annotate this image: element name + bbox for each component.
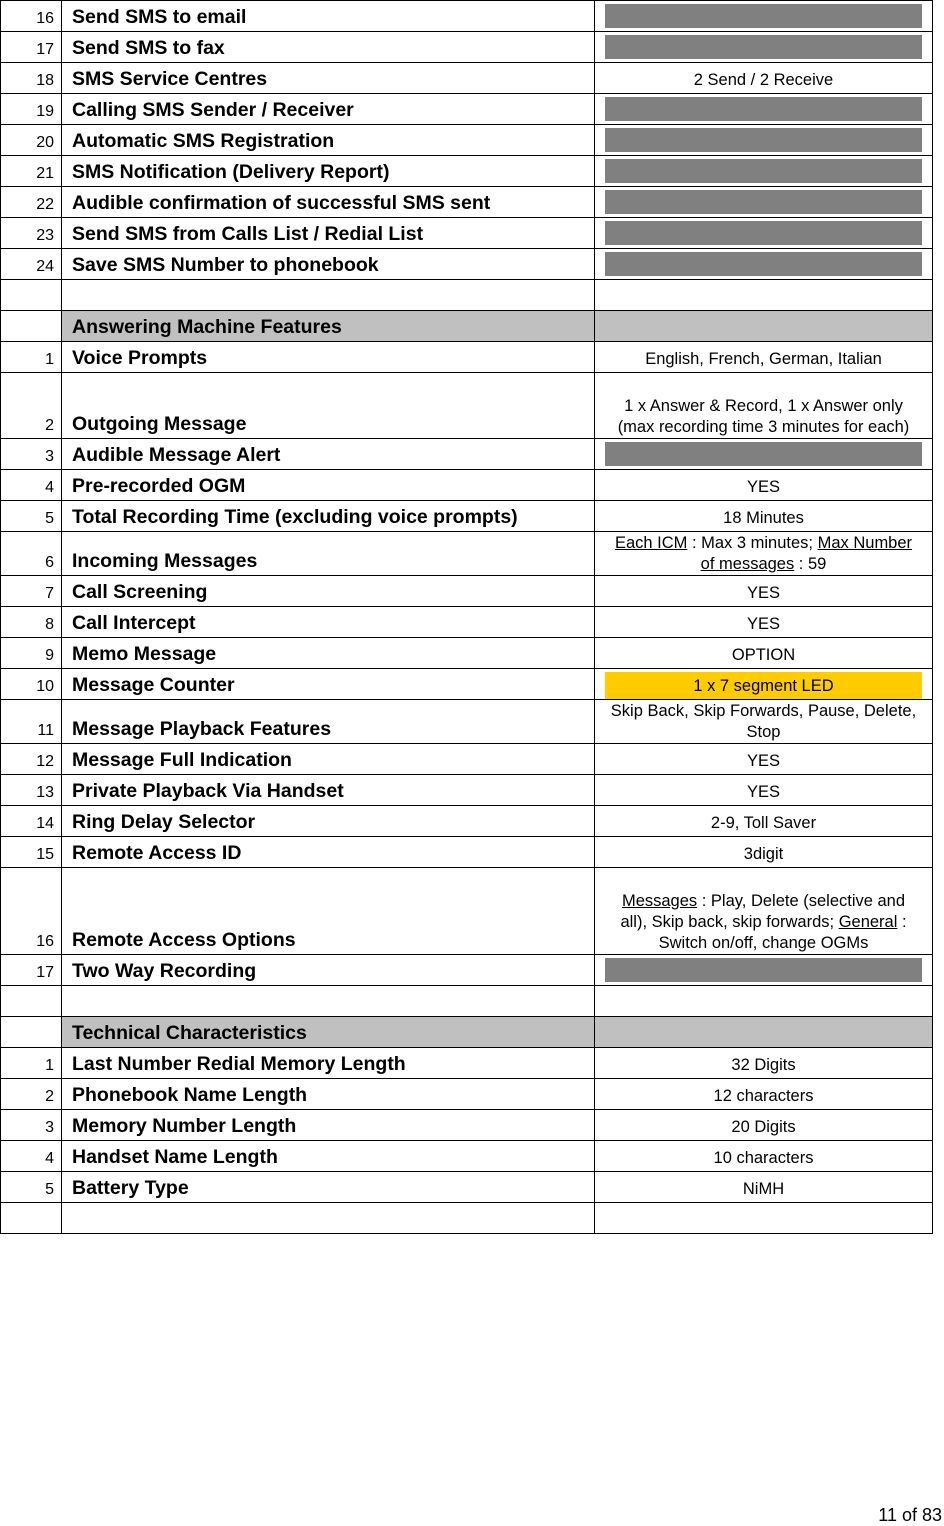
- feature-value: 1 x Answer & Record, 1 x Answer only (max recording time 3 minutes for each): [595, 373, 933, 439]
- row-number: 21: [1, 156, 62, 187]
- row-number: 5: [1, 501, 62, 532]
- row-number: 19: [1, 94, 62, 125]
- feature-name: Message Full Indication: [62, 744, 595, 775]
- row-number: 12: [1, 744, 62, 775]
- feature-value: YES: [595, 470, 933, 501]
- feature-value: YES: [595, 744, 933, 775]
- shaded-value-cell: [595, 156, 933, 187]
- feature-name: Voice Prompts: [62, 342, 595, 373]
- feature-name: Handset Name Length: [62, 1141, 595, 1172]
- table-row: [1, 1, 933, 32]
- feature-name: Audible confirmation of successful SMS sent: [62, 187, 595, 218]
- row-number: 2: [1, 373, 62, 439]
- value-label: Messages: [621, 892, 698, 910]
- row-number: 3: [1, 439, 62, 470]
- feature-name: Automatic SMS Registration: [62, 125, 595, 156]
- table-row: [1, 576, 933, 607]
- section-title: Answering Machine Features: [62, 311, 595, 342]
- section-header-row: [1, 311, 933, 342]
- sms-rows: [1, 1, 933, 280]
- table-row: [1, 32, 933, 63]
- shaded-value-cell: [595, 1, 933, 32]
- feature-value: 2-9, Toll Saver: [595, 806, 933, 837]
- shaded-value-cell: [595, 32, 933, 63]
- row-number: 16: [1, 1, 62, 32]
- feature-value: YES: [595, 775, 933, 806]
- feature-value: OPTION: [595, 638, 933, 669]
- feature-name: Memo Message: [62, 638, 595, 669]
- feature-name: Two Way Recording: [62, 955, 595, 986]
- table-row: [1, 868, 933, 955]
- feature-name: Private Playback Via Handset: [62, 775, 595, 806]
- table-row: [1, 700, 933, 744]
- shaded-value-cell: [595, 439, 933, 470]
- table-row: [1, 837, 933, 868]
- value-text: : Switch on/off, change OGMs: [658, 913, 907, 952]
- value-label: Each ICM: [614, 534, 688, 552]
- row-number: 3: [1, 1110, 62, 1141]
- page-number: 11 of 83: [878, 1505, 942, 1525]
- table-row: [1, 669, 933, 700]
- table-row: [1, 439, 933, 470]
- table-row: [1, 218, 933, 249]
- feature-value: Skip Back, Skip Forwards, Pause, Delete, Stop: [595, 700, 933, 744]
- value-label: General: [838, 913, 898, 931]
- table-row: [1, 607, 933, 638]
- shaded-value-cell: [595, 187, 933, 218]
- feature-name: Call Screening: [62, 576, 595, 607]
- feature-name: Incoming Messages: [62, 532, 595, 576]
- table-row: [1, 63, 933, 94]
- feature-value: [595, 532, 933, 576]
- table-row: [1, 1172, 933, 1203]
- row-number: 2: [1, 1079, 62, 1110]
- feature-name: Call Intercept: [62, 607, 595, 638]
- row-number: 17: [1, 32, 62, 63]
- feature-name: Calling SMS Sender / Receiver: [62, 94, 595, 125]
- feature-name: Send SMS from Calls List / Redial List: [62, 218, 595, 249]
- row-number: 24: [1, 249, 62, 280]
- feature-name: Remote Access ID: [62, 837, 595, 868]
- row-number: 22: [1, 187, 62, 218]
- row-number: 16: [1, 868, 62, 955]
- row-number: 4: [1, 1141, 62, 1172]
- row-number: 20: [1, 125, 62, 156]
- table-row: [1, 187, 933, 218]
- feature-value: 20 Digits: [595, 1110, 933, 1141]
- row-number: 23: [1, 218, 62, 249]
- row-number: 1: [1, 1048, 62, 1079]
- table-row: [1, 638, 933, 669]
- feature-value: [595, 868, 933, 955]
- row-number: 10: [1, 669, 62, 700]
- section-header-row: [1, 1017, 933, 1048]
- table-row: [1, 744, 933, 775]
- row-number: 13: [1, 775, 62, 806]
- feature-name: Send SMS to fax: [62, 32, 595, 63]
- value-text: : 59: [794, 555, 827, 573]
- shaded-value-cell: [595, 218, 933, 249]
- section-value-cell: [595, 311, 933, 342]
- table-row: [1, 806, 933, 837]
- table-row: [1, 249, 933, 280]
- value-text: : Max 3 minutes;: [687, 534, 818, 552]
- feature-value: 3digit: [595, 837, 933, 868]
- feature-value: 2 Send / 2 Receive: [595, 63, 933, 94]
- blank-row: [1, 1203, 933, 1234]
- feature-value: YES: [595, 607, 933, 638]
- feature-value: 32 Digits: [595, 1048, 933, 1079]
- feature-value: 18 Minutes: [595, 501, 933, 532]
- table-row: [1, 775, 933, 806]
- feature-name: Last Number Redial Memory Length: [62, 1048, 595, 1079]
- feature-value: NiMH: [595, 1172, 933, 1203]
- feature-name: SMS Service Centres: [62, 63, 595, 94]
- row-number: 7: [1, 576, 62, 607]
- row-number: 8: [1, 607, 62, 638]
- table-row: [1, 501, 933, 532]
- blank-row: [1, 986, 933, 1017]
- table-row: [1, 470, 933, 501]
- table-row: [1, 1141, 933, 1172]
- table-row: [1, 1079, 933, 1110]
- row-number: 9: [1, 638, 62, 669]
- table-row: [1, 955, 933, 986]
- feature-name: Ring Delay Selector: [62, 806, 595, 837]
- feature-name: Total Recording Time (excluding voice prompts): [62, 501, 595, 532]
- row-number: 15: [1, 837, 62, 868]
- shaded-value-cell: [595, 94, 933, 125]
- row-number: 11: [1, 700, 62, 744]
- table-row: [1, 156, 933, 187]
- feature-name: SMS Notification (Delivery Report): [62, 156, 595, 187]
- value-text: : Play, Delete (selective and all), Skip back, skip forwards;: [620, 892, 906, 931]
- feature-name: Remote Access Options: [62, 868, 595, 955]
- table-row: [1, 1110, 933, 1141]
- row-number: 5: [1, 1172, 62, 1203]
- row-number: 18: [1, 63, 62, 94]
- answering-section: [1, 280, 933, 986]
- feature-name: Pre-recorded OGM: [62, 470, 595, 501]
- feature-name: Send SMS to email: [62, 1, 595, 32]
- shaded-value-cell: [595, 125, 933, 156]
- shaded-value-cell: [595, 249, 933, 280]
- feature-name: Phonebook Name Length: [62, 1079, 595, 1110]
- row-number: 4: [1, 470, 62, 501]
- table-row: [1, 1048, 933, 1079]
- feature-name: Message Counter: [62, 669, 595, 700]
- feature-value: YES: [595, 576, 933, 607]
- shaded-value-cell: [595, 955, 933, 986]
- table-row: [1, 373, 933, 439]
- section-title: Technical Characteristics: [62, 1017, 595, 1048]
- row-number: 1: [1, 342, 62, 373]
- technical-section: [1, 986, 933, 1234]
- table-row: [1, 342, 933, 373]
- feature-value: English, French, German, Italian: [595, 342, 933, 373]
- row-number: 14: [1, 806, 62, 837]
- value-label: Max Number of messages: [700, 534, 913, 573]
- feature-name: Message Playback Features: [62, 700, 595, 744]
- table-row: [1, 532, 933, 576]
- row-number: 6: [1, 532, 62, 576]
- feature-name: Memory Number Length: [62, 1110, 595, 1141]
- feature-name: Audible Message Alert: [62, 439, 595, 470]
- highlighted-value: 1 x 7 segment LED: [595, 669, 933, 700]
- table-row: [1, 94, 933, 125]
- blank-row: [1, 280, 933, 311]
- feature-name: Battery Type: [62, 1172, 595, 1203]
- row-number: 17: [1, 955, 62, 986]
- table-row: [1, 125, 933, 156]
- feature-name: Outgoing Message: [62, 373, 595, 439]
- feature-name: Save SMS Number to phonebook: [62, 249, 595, 280]
- feature-value: 10 characters: [595, 1141, 933, 1172]
- section-value-cell: [595, 1017, 933, 1048]
- feature-value: 12 characters: [595, 1079, 933, 1110]
